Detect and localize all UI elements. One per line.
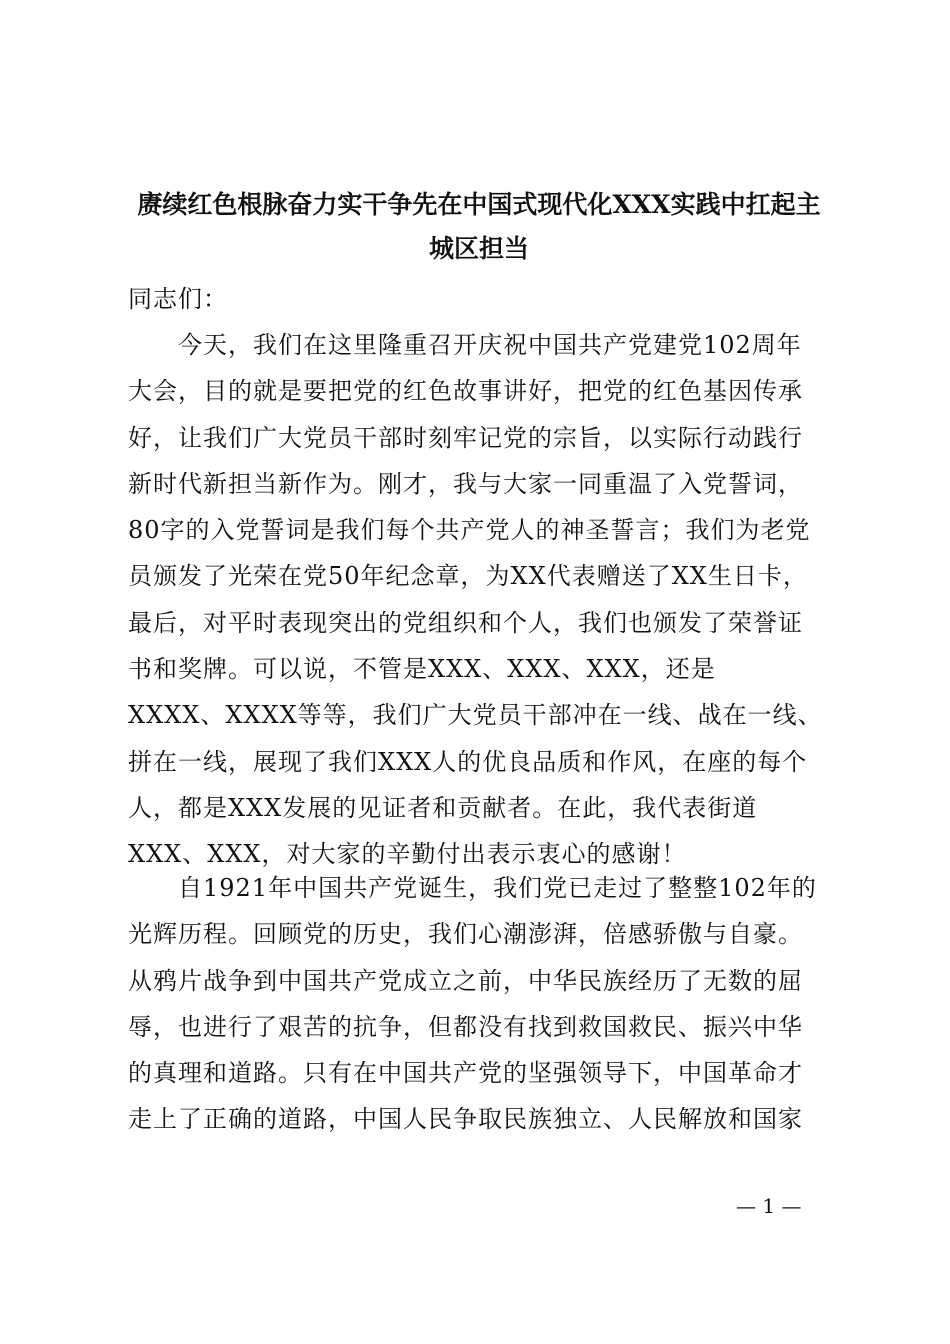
paragraph-line: 员颁发了光荣在党50年纪念章，为XX代表赠送了XX生日卡， (128, 562, 808, 591)
paragraph-line: 最后，对平时表现突出的党组织和个人，我们也颁发了荣誉证 (128, 608, 803, 637)
paragraph-line: 人，都是XXX发展的见证者和贡献者。在此，我代表街道 (128, 793, 758, 822)
paragraph-line: 大会，目的就是要把党的红色故事讲好，把党的红色基因传承 (128, 377, 803, 406)
paragraph-line: 拼在一线，展现了我们XXX人的优良品质和作风，在座的每个 (128, 747, 808, 776)
paragraph-line: 自1921年中国共产党诞生，我们党已走过了整整102年的 (128, 874, 817, 902)
paragraph-line: 走上了正确的道路，中国人民争取民族独立、人民解放和国家 (128, 1105, 803, 1134)
paragraph-line: 新时代新担当新作为。刚才，我与大家一同重温了入党誓词， (128, 469, 803, 498)
paragraph-line: 80字的入党誓词是我们每个共产党人的神圣誓言；我们为老党 (128, 516, 811, 545)
paragraph-line: 从鸦片战争到中国共产党成立之前，中华民族经历了无数的屈 (128, 966, 803, 995)
paragraph-line: 今天，我们在这里隆重召开庆祝中国共产党建党102周年 (128, 331, 802, 359)
paragraph-line: 辱，也进行了艰苦的抗争，但都没有找到救国救民、振兴中华 (128, 1012, 803, 1041)
title-line-1: 赓续红色根脉奋力实干争先在中国式现代化XXX实践中扛起主 (137, 190, 821, 219)
page-number: — 1 — (736, 1194, 802, 1218)
paragraph-2 (128, 865, 840, 1143)
salutation: 同志们： (128, 285, 228, 313)
paragraph-line: 的真理和道路。只有在中国共产党的坚强领导下，中国革命才 (128, 1059, 803, 1088)
paragraph-1 (128, 322, 840, 878)
paragraph-line: XXXX、XXXX等等，我们广大党员干部冲在一线、战在一线、 (128, 701, 823, 730)
paragraph-line: XXX、XXX，对大家的辛勤付出表示衷心的感谢！ (128, 840, 687, 869)
paragraph-line: 书和奖牌。可以说，不管是XXX、XXX、XXX，还是 (128, 655, 716, 684)
title-line-2: 城区担当 (428, 234, 529, 263)
paragraph-line: 好，让我们广大党员干部时刻牢记党的宗旨，以实际行动践行 (128, 423, 803, 452)
document-title (128, 183, 830, 271)
paragraph-line: 光辉历程。回顾党的历史，我们心潮澎湃，倍感骄傲与自豪。 (128, 920, 803, 949)
